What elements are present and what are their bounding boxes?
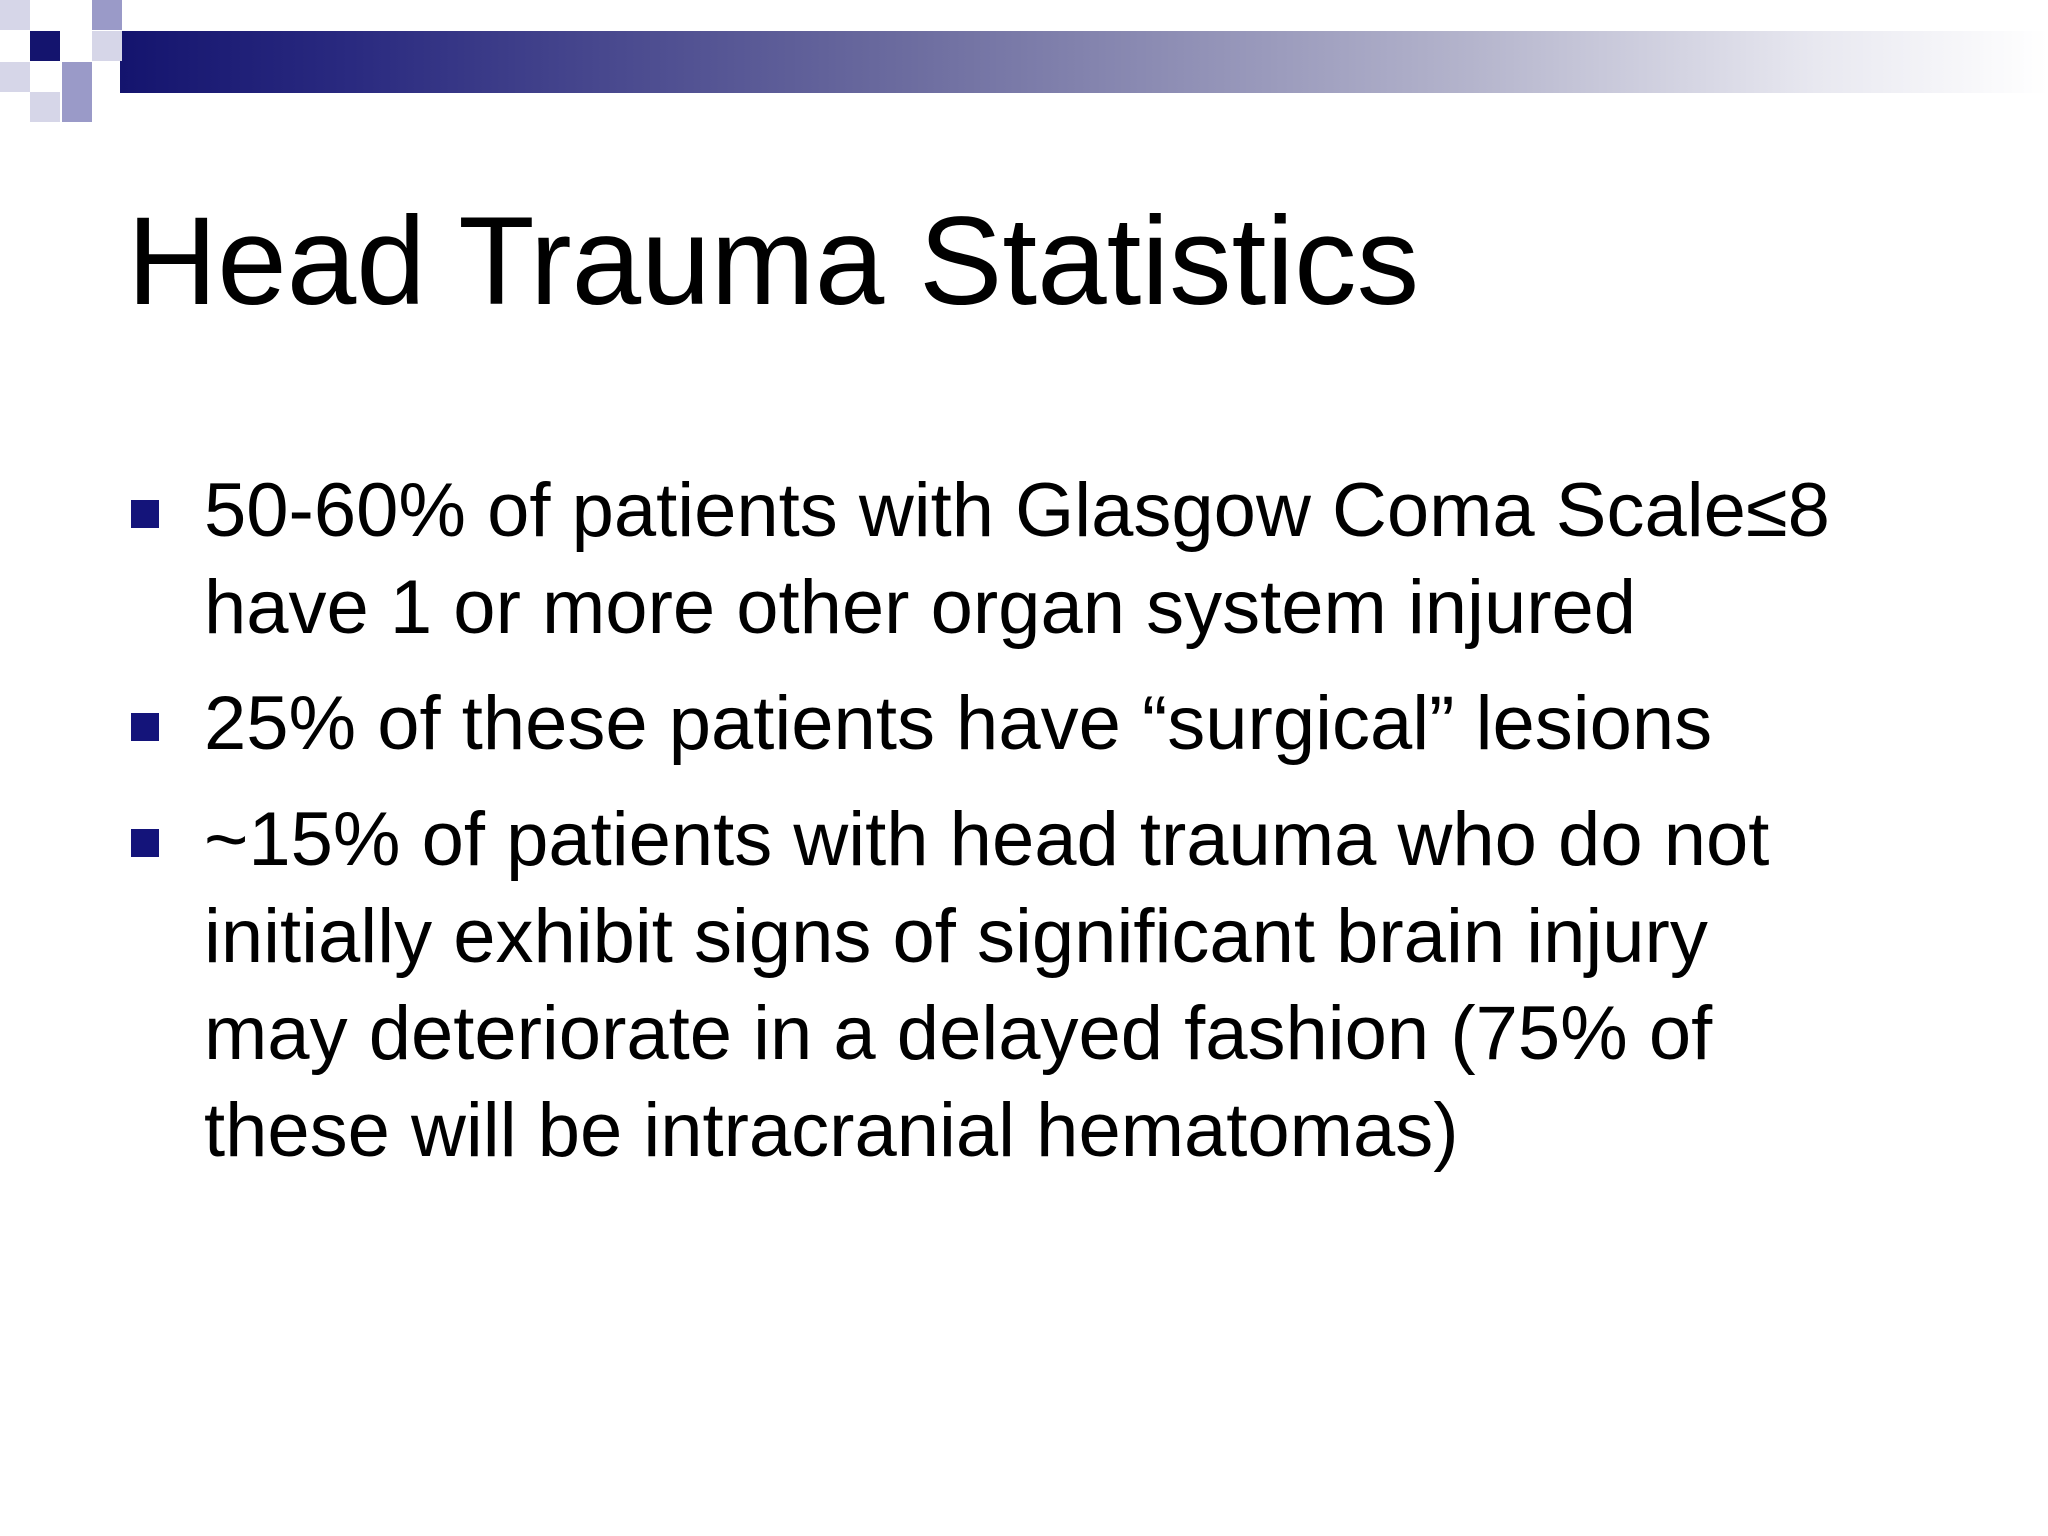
bullet-item <box>127 462 2007 656</box>
bullet-text-line: initially exhibit signs of significant brain injury <box>204 894 1708 979</box>
bullet-list <box>127 462 2007 1198</box>
bullet-text-line: these will be intracranial hematomas) <box>204 1088 1459 1173</box>
bullet-item <box>127 675 2007 772</box>
bullet-item <box>127 791 2007 1179</box>
slide-title: Head Trauma Statistics <box>127 192 1420 331</box>
square-bullet-icon <box>131 829 159 857</box>
square-bullet-icon <box>131 713 159 741</box>
bullet-text-line: ~15% of patients with head trauma who do not <box>204 797 1770 882</box>
header-gradient-bar <box>120 31 2048 93</box>
bullet-text-line: 25% of these patients have “surgical” lesions <box>204 681 1713 766</box>
bullet-text-line: have 1 or more other organ system injured <box>204 565 1637 650</box>
bullet-text-line: 50-60% of patients with Glasgow Coma Scale≤8 <box>204 468 1830 553</box>
square-bullet-icon <box>131 500 159 528</box>
bullet-text-line: may deteriorate in a delayed fashion (75% of <box>204 991 1713 1076</box>
